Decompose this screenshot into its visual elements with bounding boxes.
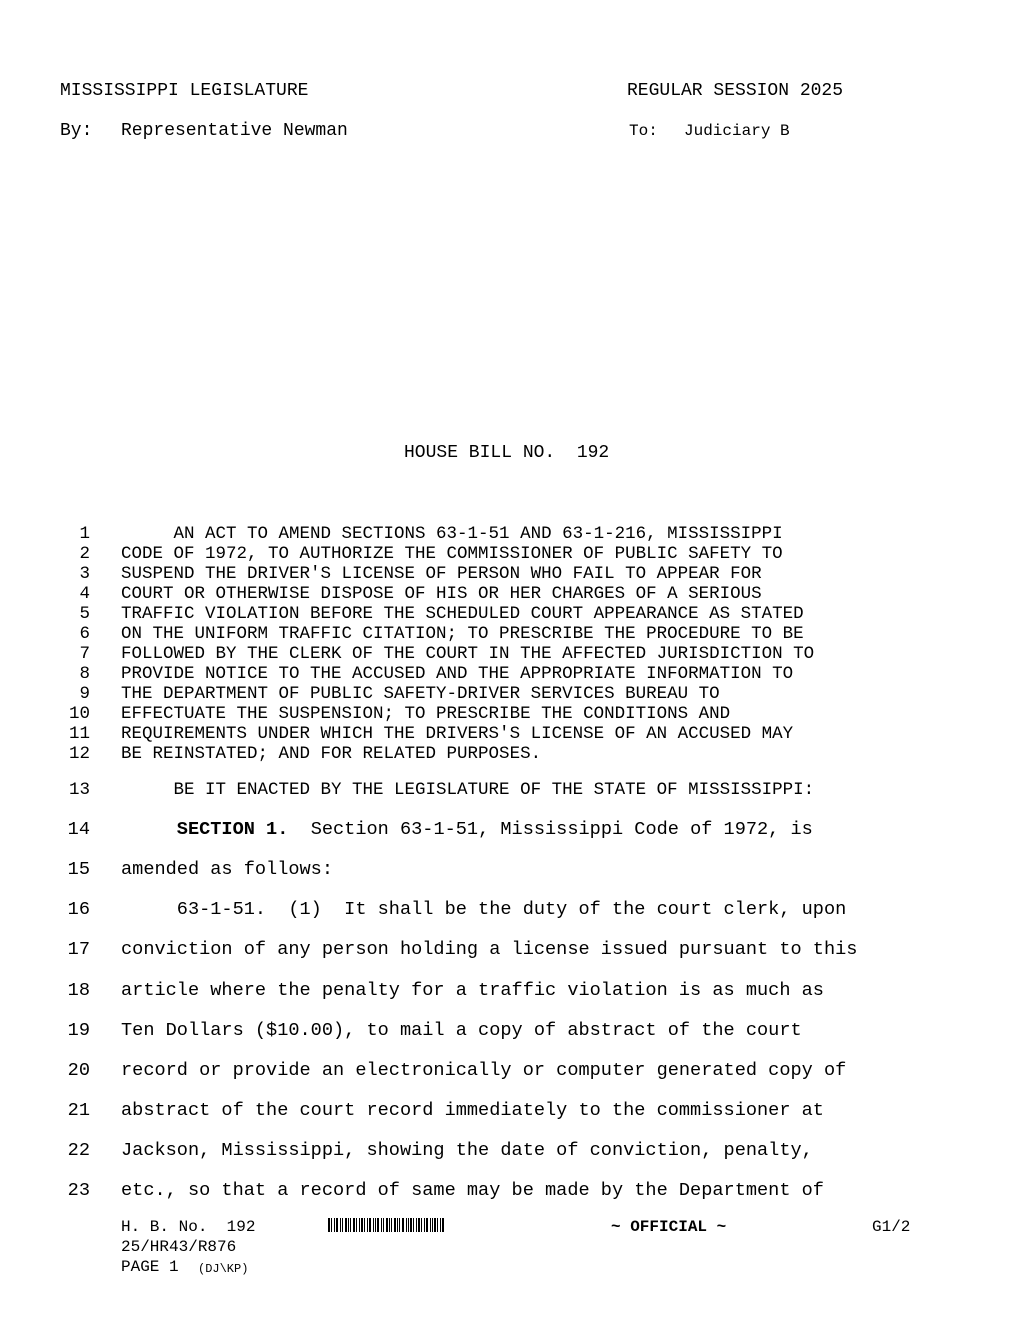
- body-line: abstract of the court record immediately to the commissioner at: [121, 1100, 824, 1121]
- body-line: record or provide an electronically or computer generated copy of: [121, 1060, 847, 1081]
- line-number: 10: [68, 704, 90, 724]
- line-number: 9: [79, 684, 90, 704]
- footer-code: 25/HR43/R876: [121, 1238, 237, 1256]
- line-number: 3: [79, 564, 90, 584]
- barcode-image: [328, 1218, 474, 1232]
- caption-line: TRAFFIC VIOLATION BEFORE THE SCHEDULED COURT APPEARANCE AS STATED: [121, 604, 804, 624]
- caption-line: AN ACT TO AMEND SECTIONS 63-1-51 AND 63-1-216, MISSISSIPPI: [121, 524, 783, 544]
- caption-line: REQUIREMENTS UNDER WHICH THE DRIVERS'S LICENSE OF AN ACCUSED MAY: [121, 724, 794, 744]
- section-line: [121, 819, 813, 840]
- by-label: By:: [60, 121, 93, 141]
- session-label: REGULAR SESSION 2025: [627, 81, 844, 101]
- footer-page: PAGE 1: [121, 1258, 179, 1276]
- caption-line: COURT OR OTHERWISE DISPOSE OF HIS OR HER CHARGES OF A SERIOUS: [121, 584, 762, 604]
- line-number: 8: [79, 664, 90, 684]
- caption-line: BE REINSTATED; AND FOR RELATED PURPOSES.: [121, 744, 542, 764]
- body-line: article where the penalty for a traffic violation is as much as: [121, 980, 824, 1001]
- caption-line: FOLLOWED BY THE CLERK OF THE COURT IN THE AFFECTED JURISDICTION TO: [121, 644, 815, 664]
- caption-line: CODE OF 1972, TO AUTHORIZE THE COMMISSIONER OF PUBLIC SAFETY TO: [121, 544, 783, 564]
- footer-initials: (DJ\KP): [198, 1262, 249, 1276]
- footer-group: G1/2: [872, 1218, 911, 1236]
- line-number: 5: [79, 604, 90, 624]
- line-number: 2: [79, 544, 90, 564]
- body-line: amended as follows:: [121, 859, 334, 880]
- body-line: 63-1-51. (1) It shall be the duty of the court clerk, upon: [121, 899, 847, 920]
- line-number: 16: [67, 899, 90, 920]
- committee-name: Judiciary B: [684, 122, 790, 140]
- line-number: 11: [68, 724, 90, 744]
- line-number: 7: [79, 644, 90, 664]
- caption-line: THE DEPARTMENT OF PUBLIC SAFETY-DRIVER SERVICES BUREAU TO: [121, 684, 720, 704]
- caption-line: SUSPEND THE DRIVER'S LICENSE OF PERSON WHO FAIL TO APPEAR FOR: [121, 564, 762, 584]
- body-line: Jackson, Mississippi, showing the date of conviction, penalty,: [121, 1140, 813, 1161]
- line-number: 15: [67, 859, 90, 880]
- line-number: 18: [67, 980, 90, 1001]
- line-number: 6: [79, 624, 90, 644]
- line-number: 22: [67, 1140, 90, 1161]
- footer-bill-ref: H. B. No. 192: [121, 1218, 256, 1236]
- line-number: 4: [79, 584, 90, 604]
- sponsor-name: Representative Newman: [121, 121, 348, 141]
- line-number: 1: [79, 524, 90, 544]
- legislature-label: MISSISSIPPI LEGISLATURE: [60, 81, 309, 101]
- caption-line: ON THE UNIFORM TRAFFIC CITATION; TO PRESCRIBE THE PROCEDURE TO BE: [121, 624, 804, 644]
- line-number: 14: [67, 819, 90, 840]
- line-number: 17: [67, 939, 90, 960]
- section-label: SECTION 1.: [176, 819, 289, 840]
- to-label: To:: [629, 122, 658, 140]
- line-number: 20: [67, 1060, 90, 1081]
- bill-title: HOUSE BILL NO. 192: [404, 443, 610, 463]
- line-number: 13: [68, 780, 90, 800]
- line-number: 19: [67, 1020, 90, 1041]
- caption-line: PROVIDE NOTICE TO THE ACCUSED AND THE APPROPRIATE INFORMATION TO: [121, 664, 794, 684]
- caption-line: EFFECTUATE THE SUSPENSION; TO PRESCRIBE THE CONDITIONS AND: [121, 704, 731, 724]
- line-number: 21: [67, 1100, 90, 1121]
- line-number: 23: [67, 1180, 90, 1201]
- line-number: 12: [68, 744, 90, 764]
- body-line: Ten Dollars ($10.00), to mail a copy of abstract of the court: [121, 1020, 802, 1041]
- official-marker: ~ OFFICIAL ~: [611, 1218, 727, 1236]
- body-line: conviction of any person holding a license issued pursuant to this: [121, 939, 858, 960]
- section-text: Section 63-1-51, Mississippi Code of 1972, is: [288, 819, 813, 840]
- body-line: etc., so that a record of same may be made by the Department of: [121, 1180, 824, 1201]
- enacting-clause: BE IT ENACTED BY THE LEGISLATURE OF THE STATE OF MISSISSIPPI:: [121, 780, 815, 800]
